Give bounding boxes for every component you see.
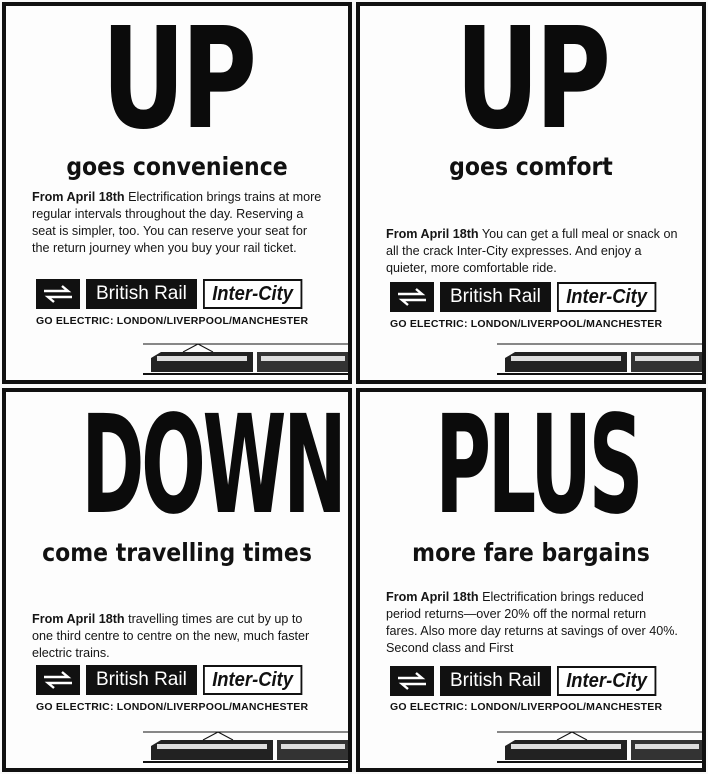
subheadline: come travelling times	[42, 538, 312, 567]
british-rail-symbol-icon	[36, 665, 80, 695]
inter-city-logo: Inter-City	[557, 666, 656, 696]
subheadline: goes convenience	[66, 152, 288, 181]
train-icon	[497, 338, 702, 378]
british-rail-symbol-icon	[36, 279, 80, 309]
body-text: You can get a full meal or snack on all the crack Inter-City expresses. And enjoy a quieter, more comfortable ride.	[386, 227, 678, 275]
ad-panel-up-comfort	[356, 2, 706, 384]
headline: UP	[101, 2, 253, 161]
tagline: GO ELECTRIC: LONDON/LIVERPOOL/MANCHESTER	[390, 701, 663, 713]
train-icon	[497, 726, 702, 766]
british-rail-logo: British Rail	[86, 665, 197, 695]
logo-row	[390, 280, 665, 314]
logo-row	[36, 663, 311, 697]
body-text: travelling times are cut by up to one third centre to centre on the new, much faster electric trains.	[32, 612, 310, 660]
headline: PLUS	[435, 388, 641, 545]
ad-panel-down-travelling-times	[2, 388, 352, 772]
body-lead: From April 18th	[32, 612, 125, 626]
headline: UP	[455, 2, 607, 161]
british-rail-symbol-icon	[390, 282, 434, 312]
ad-panel-up-convenience	[2, 2, 352, 384]
logo-row	[390, 664, 665, 698]
train-icon	[143, 338, 348, 378]
british-rail-logo: British Rail	[86, 279, 197, 309]
body-copy	[386, 226, 680, 277]
british-rail-logo: British Rail	[440, 282, 551, 312]
body-text: Electrification brings reduced period returns—over 20% off the normal return fares. Also more day returns at savings of over 40%. Second class and First	[386, 590, 678, 655]
inter-city-logo: Inter-City	[203, 665, 302, 695]
inter-city-logo: Inter-City	[203, 279, 302, 309]
headline: DOWN	[81, 388, 344, 545]
body-copy	[32, 611, 326, 662]
tagline: GO ELECTRIC: LONDON/LIVERPOOL/MANCHESTER	[36, 701, 309, 713]
body-copy	[32, 189, 326, 257]
subheadline: goes comfort	[449, 152, 613, 181]
british-rail-logo: British Rail	[440, 666, 551, 696]
body-lead: From April 18th	[386, 227, 479, 241]
subheadline: more fare bargains	[412, 538, 650, 567]
tagline: GO ELECTRIC: LONDON/LIVERPOOL/MANCHESTER	[36, 315, 309, 327]
british-rail-symbol-icon	[390, 666, 434, 696]
body-text: Electrification brings trains at more regular intervals throughout the day. Reserving a seat is simpler, too. You can reserve your seat for the return journey when you buy your rail ticket.	[32, 190, 322, 255]
logo-row	[36, 277, 311, 311]
inter-city-logo: Inter-City	[557, 282, 656, 312]
tagline: GO ELECTRIC: LONDON/LIVERPOOL/MANCHESTER	[390, 318, 663, 330]
train-icon	[143, 726, 348, 766]
body-lead: From April 18th	[32, 190, 125, 204]
body-copy	[386, 589, 680, 657]
ad-panel-plus-fare-bargains	[356, 388, 706, 772]
body-lead: From April 18th	[386, 590, 479, 604]
